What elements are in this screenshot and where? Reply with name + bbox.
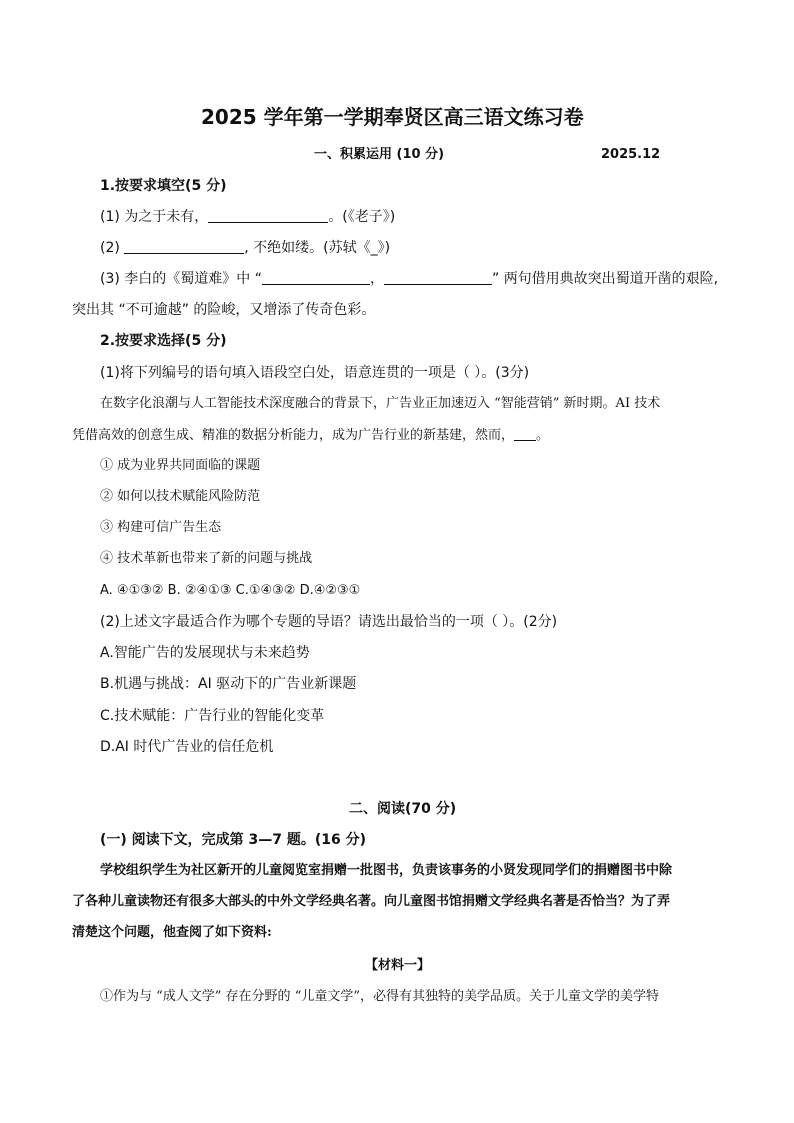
q1-item3-comma: ， (369, 271, 384, 287)
passage-blank (514, 426, 536, 441)
q1-heading: 1.按要求填空(5 分) (100, 178, 227, 194)
exam-date: 2025.12 (601, 147, 661, 162)
option-3: ③ 构建可信广告生态 (100, 520, 222, 535)
option-4: ④ 技术革新也带来了新的问题与挑战 (100, 551, 313, 566)
q2-sub2-question: (2)上述文字最适合作为哪个专题的导语？请选出最恰当的一项（ ）。(2分) (100, 614, 558, 630)
material-title: 【材料一】 (365, 958, 431, 973)
q2-sub2-option-c: C.技术赋能：广告行业的智能化变革 (100, 708, 325, 724)
answer-blank[interactable] (208, 208, 328, 223)
passage-line-2 (72, 426, 549, 445)
passage-line-2-end: 。 (536, 428, 550, 443)
q1-item1-source: 。(《老子》) (328, 209, 396, 225)
answer-blank[interactable] (124, 239, 244, 254)
answer-blank[interactable] (262, 270, 370, 285)
reading-part1-heading: (一) 阅读下文，完成第 3—7 题。(16 分) (100, 832, 367, 848)
q1-item1-prefix: (1) 为之于未有， (100, 209, 209, 225)
q1-item2 (100, 239, 390, 257)
q1-item3-prefix: (3) 李白的《蜀道难》中 “ (100, 271, 262, 287)
q2-sub2-option-b: B.机遇与挑战：AI 驱动下的广告业新课题 (100, 676, 357, 692)
answer-blank[interactable] (384, 270, 492, 285)
q1-item1 (100, 208, 395, 226)
q1-item3-continuation: 突出其 “不可逾越” 的险峻，又增添了传奇色彩。 (72, 302, 376, 318)
material-line-1: ①作为与 “成人文学” 存在分野的 “儿童文学”，必得有其独特的美学品质。关于儿童文学的美学特 (100, 989, 659, 1004)
q2-sub2-option-d: D.AI 时代广告业的信任危机 (100, 739, 274, 755)
q1-item3-suffix: ” 两句借用典故突出蜀道开凿的艰险, (491, 271, 719, 287)
option-1: ① 成为业界共同面临的课题 (100, 458, 261, 473)
reading-intro-line-3: 清楚这个问题，他查阅了如下资料: (72, 925, 272, 940)
q1-item2-prefix: (2) (100, 240, 125, 256)
q1-item3 (100, 270, 718, 288)
reading-intro-line-2: 了各种儿童读物还有很多大部头的中外文学经典名著。向儿童图书馆捐赠文学经典名著是否恰当？为了弄 (72, 894, 671, 909)
option-2: ② 如何以技术赋能风险防范 (100, 489, 261, 504)
q1-item2-source: , 不绝如缕。(苏轼《_》) (244, 240, 391, 256)
passage-line-2-text: 凭借高效的创意生成、精准的数据分析能力，成为广告行业的新基建，然而， (72, 428, 515, 443)
q2-sub2-option-a: A.智能广告的发展现状与未来趋势 (100, 645, 310, 661)
q2-sub1-question: (1)将下列编号的语句填入语段空白处，语意连贯的一项是（ ）。(3分) (100, 365, 530, 381)
section-heading-accumulation: 一、积累运用 (10 分) (314, 147, 445, 162)
passage-line-1: 在数字化浪潮与人工智能技术深度融合的背景下，广告业正加速迈入 “智能营销” 新时期。AI 技术 (100, 396, 661, 411)
q2-heading: 2.按要求选择(5 分) (100, 333, 227, 349)
page-title: 2025 学年第一学期奉贤区高三语文练习卷 (201, 105, 584, 129)
q2-sub1-choices: A. ④①③② B. ②④①③ C.①④③② D.④②③① (100, 583, 361, 598)
section-heading-reading: 二、阅读(70 分) (349, 801, 457, 817)
reading-intro-line-1: 学校组织学生为社区新开的儿童阅览室捐赠一批图书，负责该事务的小贤发现同学们的捐赠图书中除 (100, 863, 673, 878)
